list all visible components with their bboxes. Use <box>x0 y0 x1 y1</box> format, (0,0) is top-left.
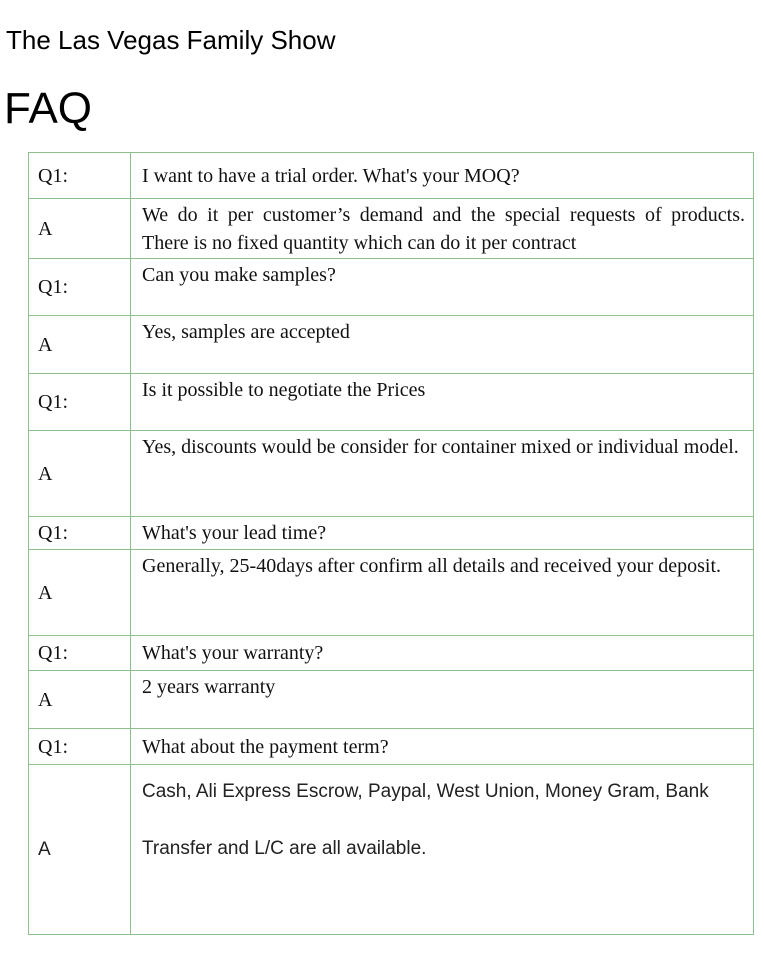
question-label: Q1: <box>29 517 131 550</box>
question-text: Is it possible to negotiate the Prices <box>131 374 754 431</box>
answer-text: Yes, discounts would be consider for container mixed or individual model. <box>131 431 754 517</box>
faq-row-question <box>29 374 754 431</box>
faq-row-answer <box>29 671 754 729</box>
answer-label: A <box>29 671 131 729</box>
question-text: What's your warranty? <box>131 636 754 671</box>
answer-label: A <box>29 765 131 935</box>
question-label: Q1: <box>29 729 131 765</box>
answer-text <box>131 765 754 935</box>
question-text: I want to have a trial order. What's your MOQ? <box>131 153 754 199</box>
faq-row-question <box>29 153 754 199</box>
question-label: Q1: <box>29 259 131 316</box>
site-title: The Las Vegas Family Show <box>6 25 336 55</box>
question-text: Can you make samples? <box>131 259 754 316</box>
answer-label: A <box>29 199 131 259</box>
faq-row-answer <box>29 316 754 374</box>
answer-text: 2 years warranty <box>131 671 754 729</box>
answer-label: A <box>29 431 131 517</box>
answer-text-line: Cash, Ali Express Escrow, Paypal, West Union, Money Gram, Bank <box>142 781 709 802</box>
faq-row-question <box>29 729 754 765</box>
faq-row-question <box>29 636 754 671</box>
faq-row-answer <box>29 431 754 517</box>
faq-table <box>28 152 754 935</box>
question-text: What's your lead time? <box>131 517 754 550</box>
faq-heading: FAQ <box>4 84 93 133</box>
answer-text: We do it per customer’s demand and the special requests of products. There is no fixed quantity which can do it per contract <box>131 199 754 259</box>
faq-row-answer <box>29 765 754 935</box>
answer-text-line: Transfer and L/C are all available. <box>142 838 427 859</box>
faq-row-question <box>29 259 754 316</box>
answer-label: A <box>29 550 131 636</box>
answer-label: A <box>29 316 131 374</box>
question-label: Q1: <box>29 636 131 671</box>
question-text: What about the payment term? <box>131 729 754 765</box>
faq-row-answer <box>29 550 754 636</box>
faq-row-question <box>29 517 754 550</box>
answer-text: Yes, samples are accepted <box>131 316 754 374</box>
question-label: Q1: <box>29 153 131 199</box>
question-label: Q1: <box>29 374 131 431</box>
answer-text: Generally, 25-40days after confirm all details and received your deposit. <box>131 550 754 636</box>
faq-row-answer <box>29 199 754 259</box>
